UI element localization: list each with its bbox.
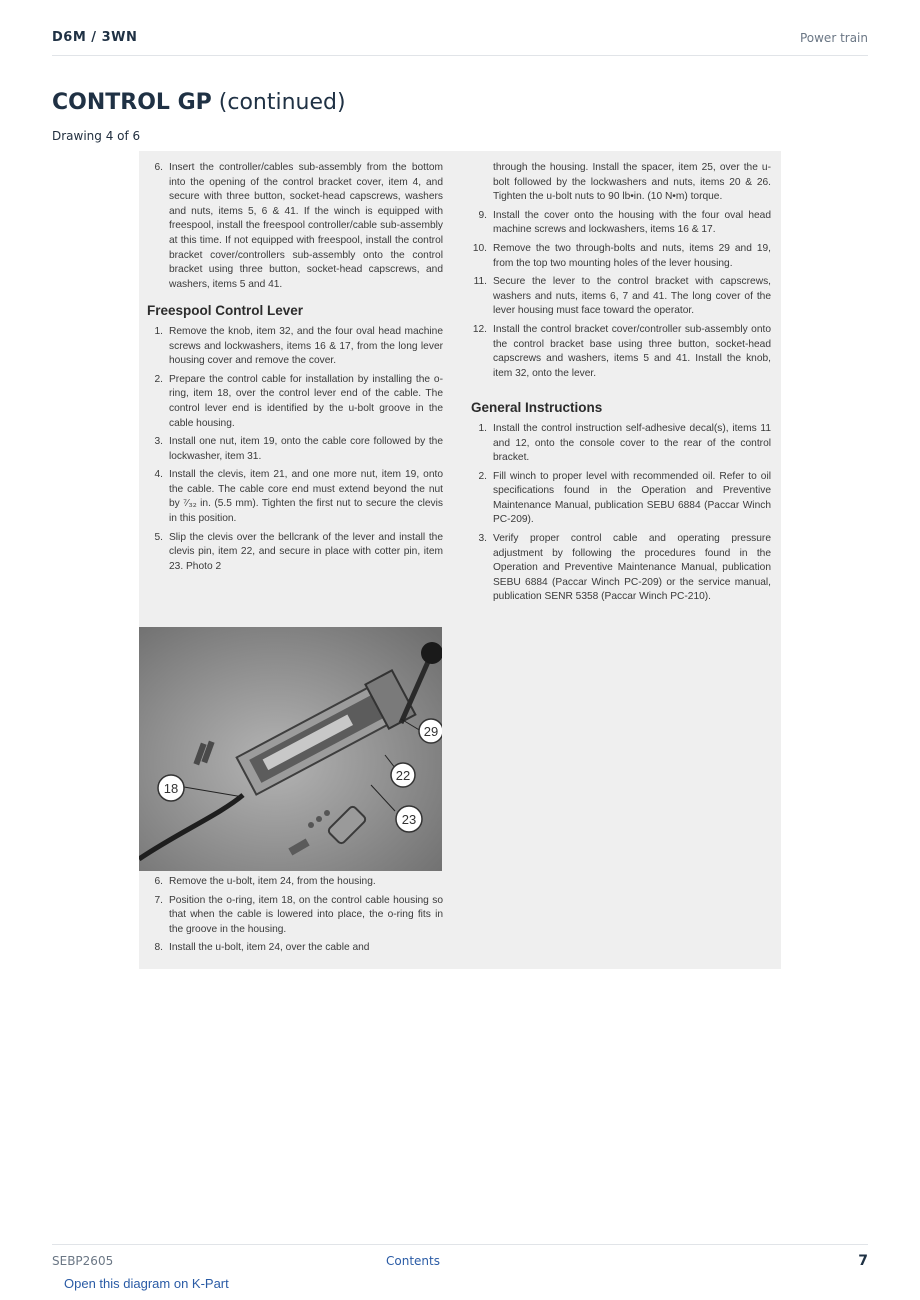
- item-text: Fill winch to proper level with recommended oil. Refer to oil specifications found in the Operation and Preventive Maintenance Manual, publication SEBU 6884 (Paccar Winch PC-209).: [493, 470, 771, 526]
- kpart-link[interactable]: Open this diagram on K-Part: [64, 1276, 229, 1291]
- list-item: [471, 209, 771, 238]
- item-number: 6.: [154, 162, 163, 173]
- page-footer: [52, 1244, 868, 1274]
- item-number: 7.: [154, 894, 163, 906]
- title-continued: (continued): [211, 90, 346, 115]
- callout-29: [419, 719, 442, 743]
- list-item: [147, 373, 443, 431]
- item-number: 4.: [154, 469, 163, 481]
- item-text: Install one nut, item 19, onto the cable core followed by the lockwasher, item 31.: [169, 436, 443, 462]
- item-text: Install the control instruction self-adhesive decal(s), items 11 and 12, onto the console cover to the rear of the control bracket.: [493, 422, 771, 464]
- freespool-heading: Freespool Control Lever: [147, 303, 304, 319]
- item-text: Position the o-ring, item 18, on the control cable housing so that when the cable is lowered into place, the o-ring fits in the groove in the housing.: [169, 894, 443, 935]
- lever-assembly-illustration: [139, 627, 442, 871]
- item-text: Install the cover onto the housing with the four oval head machine screws and lockwashers, items 16 & 17.: [493, 209, 771, 236]
- publication-number: SEBP2605: [52, 1254, 114, 1268]
- svg-text:18: 18: [163, 781, 179, 796]
- list-item: [471, 532, 771, 605]
- list-item: [147, 468, 443, 526]
- item-number: 3.: [478, 533, 487, 545]
- item-text: Install the clevis, item 21, and one more nut, item 19, onto the cable. The cable core end must extend beyond the nut by ⁷⁄₃₂ in. (5.5 mm). Tighten the first nut to secure the clevis in this position.: [169, 469, 443, 525]
- item-number: 5.: [154, 531, 163, 543]
- list-item: [147, 435, 443, 464]
- svg-text:29: 29: [423, 724, 439, 739]
- lever-photo: [139, 627, 442, 871]
- list-item: [471, 323, 771, 381]
- list-item: [471, 242, 771, 271]
- item-number: 1.: [478, 422, 487, 434]
- callout-22: [391, 763, 415, 787]
- scanned-page: [139, 151, 781, 969]
- item-text: Install the u-bolt, item 24, over the cable and: [169, 942, 370, 954]
- item-text: Remove the knob, item 32, and the four oval head machine screws and lockwashers, items 16 & 17, from the long lever housing cover and remove the cover.: [169, 325, 443, 367]
- item-number: 2.: [478, 470, 487, 482]
- left-column: [147, 161, 443, 578]
- right-column: [471, 161, 771, 609]
- svg-text:22: 22: [395, 768, 411, 783]
- item-text: Prepare the control cable for installation by installing the o-ring, item 18, over the control lever end of the cable. The control lever end is identified by the u-bolt groove in the cable housing.: [169, 373, 443, 429]
- continued-step-8: through the housing. Install the spacer, item 25, over the u-bolt followed by the lockwashers and nuts, items 20 & 26. Tighten the u-bolt nuts to 90 lb•in. (10 N•m) torque.: [493, 162, 771, 203]
- list-item: [147, 875, 443, 890]
- item-text: Verify proper control cable and operating pressure adjustment by following the procedures found in the Operation and Preventive Maintenance Manual, publication SEBU 6884 (Paccar Winch PC-209) or the service manual, publication SENR 5358 (Paccar Winch PC-210).: [493, 533, 771, 603]
- drawing-subtitle: Drawing 4 of 6: [52, 129, 141, 143]
- page-title: [52, 90, 346, 115]
- list-item: [147, 531, 443, 575]
- item-text: Remove the u-bolt, item 24, from the housing.: [169, 876, 376, 887]
- list-item: [147, 325, 443, 369]
- list-item: [147, 941, 443, 956]
- callout-18: [158, 775, 184, 801]
- item-number: 2.: [154, 373, 163, 385]
- contents-link[interactable]: Contents: [386, 1254, 440, 1268]
- item-number: 12.: [472, 323, 487, 335]
- item-text: Remove the two through-bolts and nuts, items 29 and 19, from the top two mounting holes of the lever housing.: [493, 242, 771, 269]
- item-number: 3.: [154, 436, 163, 448]
- list-item: [471, 470, 771, 528]
- model-label: D6M / 3WN: [52, 30, 138, 45]
- item-number: 8.: [154, 942, 163, 954]
- section-label: Power train: [799, 31, 868, 45]
- page-header: [52, 28, 868, 56]
- item-number: 11.: [473, 276, 487, 288]
- list-item: [471, 275, 771, 319]
- item-text: Secure the lever to the control bracket with capscrews, washers and nuts, items 6, 7 and 41. The long cover of the lever housing must face toward the operator.: [493, 276, 771, 317]
- general-instructions-heading: General Instructions: [471, 400, 603, 416]
- list-item: [471, 422, 771, 466]
- item-number: 6.: [154, 876, 163, 887]
- lever-knob: [421, 642, 442, 664]
- page-number: 7: [858, 1253, 868, 1269]
- item-number: 9.: [478, 209, 487, 221]
- left-column-lower: [147, 875, 443, 960]
- item-number: 1.: [154, 325, 163, 337]
- list-item: [147, 161, 443, 292]
- callout-23: [396, 806, 422, 832]
- item-number: 10.: [472, 242, 487, 254]
- item-text: Slip the clevis over the bellcrank of the lever and install the clevis pin, item 22, and secure in place with cotter pin, item 23. Photo 2: [169, 531, 443, 572]
- item-text: Insert the controller/cables sub-assembly from the bottom into the opening of the control bracket cover, item 4, and secure with three button, socket-head capscrews, washers and nuts, items 5, 6 & 41. If the winch is equipped with freespool, install the freespool controller/cable sub-assembly at this time. If not equipped with freespool, install the control bracket cover/controllers sub-assembly onto the control bracket using three button, socket-head capscrews, and washers, items 5 and 41.: [169, 162, 443, 290]
- item-text: Install the control bracket cover/controller sub-assembly onto the control bracket base using three button, socket-head capscrews and washers, items 5 and 41. Install the knob, item 32, onto the lever.: [493, 323, 771, 379]
- title-bold: CONTROL GP: [52, 90, 212, 115]
- list-item: [147, 894, 443, 938]
- svg-text:23: 23: [401, 812, 417, 827]
